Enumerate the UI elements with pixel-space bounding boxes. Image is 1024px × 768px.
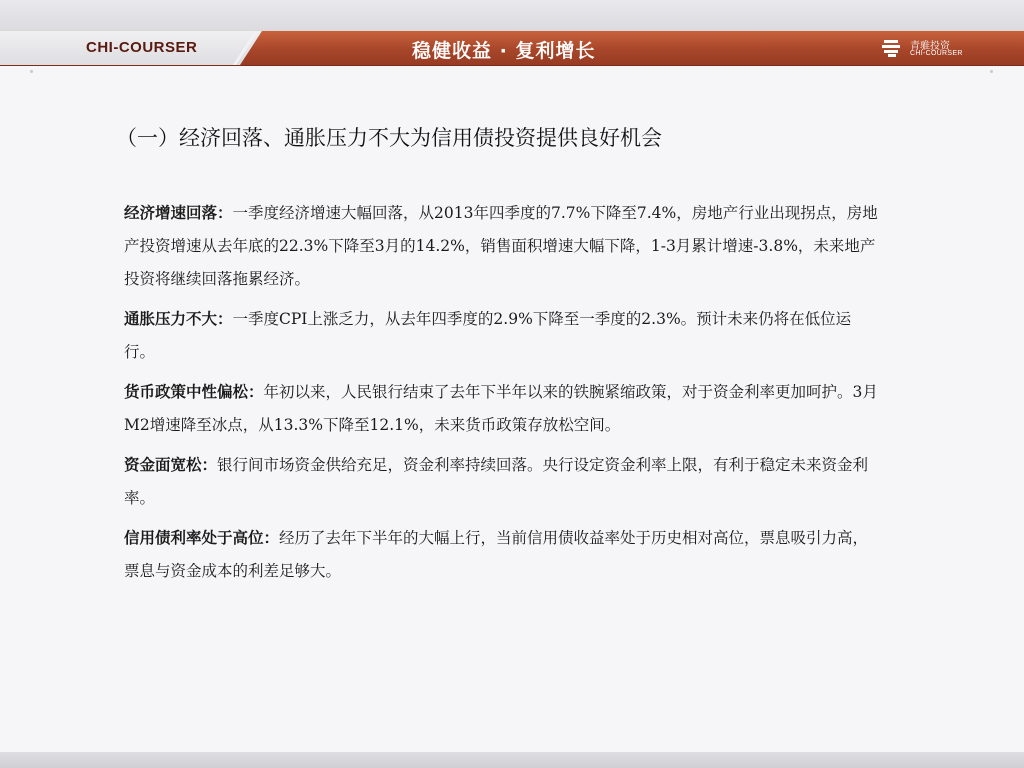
stacked-bars-logo-icon	[882, 38, 902, 58]
paragraph-text: 一季度CPI上涨乏力，从去年四季度的2.9%下降至一季度的2.3%。预计未来仍将在低位运行。	[124, 310, 852, 361]
paragraph-credit-yield	[124, 521, 880, 588]
bottom-strip	[0, 752, 1024, 768]
paragraph-label: 通胀压力不大：	[124, 309, 233, 328]
logo-text-cn: 青骓投资	[910, 41, 950, 52]
paragraph-label: 信用债利率处于高位：	[124, 528, 280, 547]
header-banner	[0, 30, 1024, 66]
decor-dot	[990, 70, 993, 73]
slogan: 稳健收益 · 复利增长	[412, 40, 596, 62]
paragraph-economy	[124, 196, 880, 296]
paragraph-text: 银行间市场资金供给充足，资金利率持续回落。央行设定资金利率上限，有利于稳定未来资金利率。	[124, 456, 869, 507]
paragraph-text: 年初以来，人民银行结束了去年下半年以来的铁腕紧缩政策，对于资金利率更加呵护。3月M2增速降至冰点，从13.3%下降至12.1%，未来货币政策存放松空间。	[124, 383, 878, 434]
section-heading: （一）经济回落、通胀压力不大为信用债投资提供良好机会	[116, 126, 662, 150]
paragraph-monetary-policy	[124, 375, 880, 442]
paragraph-label: 货币政策中性偏松：	[124, 382, 264, 401]
paragraph-label: 资金面宽松：	[124, 455, 218, 474]
paragraph-text: 一季度经济增速大幅回落，从2013年四季度的7.7%下降至7.4%，房地产行业出现拐点，房地产投资增速从去年底的22.3%下降至3月的14.2%，销售面积增速大幅下降，1-3月累计增速-3.8%，未来地产投资将继续回落拖累经济。	[124, 204, 878, 288]
paragraph-liquidity	[124, 448, 880, 515]
content-body	[124, 196, 880, 594]
paragraph-label: 经济增速回落：	[124, 203, 233, 222]
paragraph-inflation	[124, 302, 880, 369]
decor-dot	[30, 70, 33, 73]
brand-name: CHI-COURSER	[86, 39, 198, 56]
logo-text-en: CHI-COURSER	[910, 50, 963, 57]
top-strip	[0, 0, 1024, 30]
paragraph-text: 经历了去年下半年的大幅上行，当前信用债收益率处于历史相对高位，票息吸引力高，票息与资金成本的利差足够大。	[124, 529, 869, 580]
company-logo	[882, 37, 972, 61]
